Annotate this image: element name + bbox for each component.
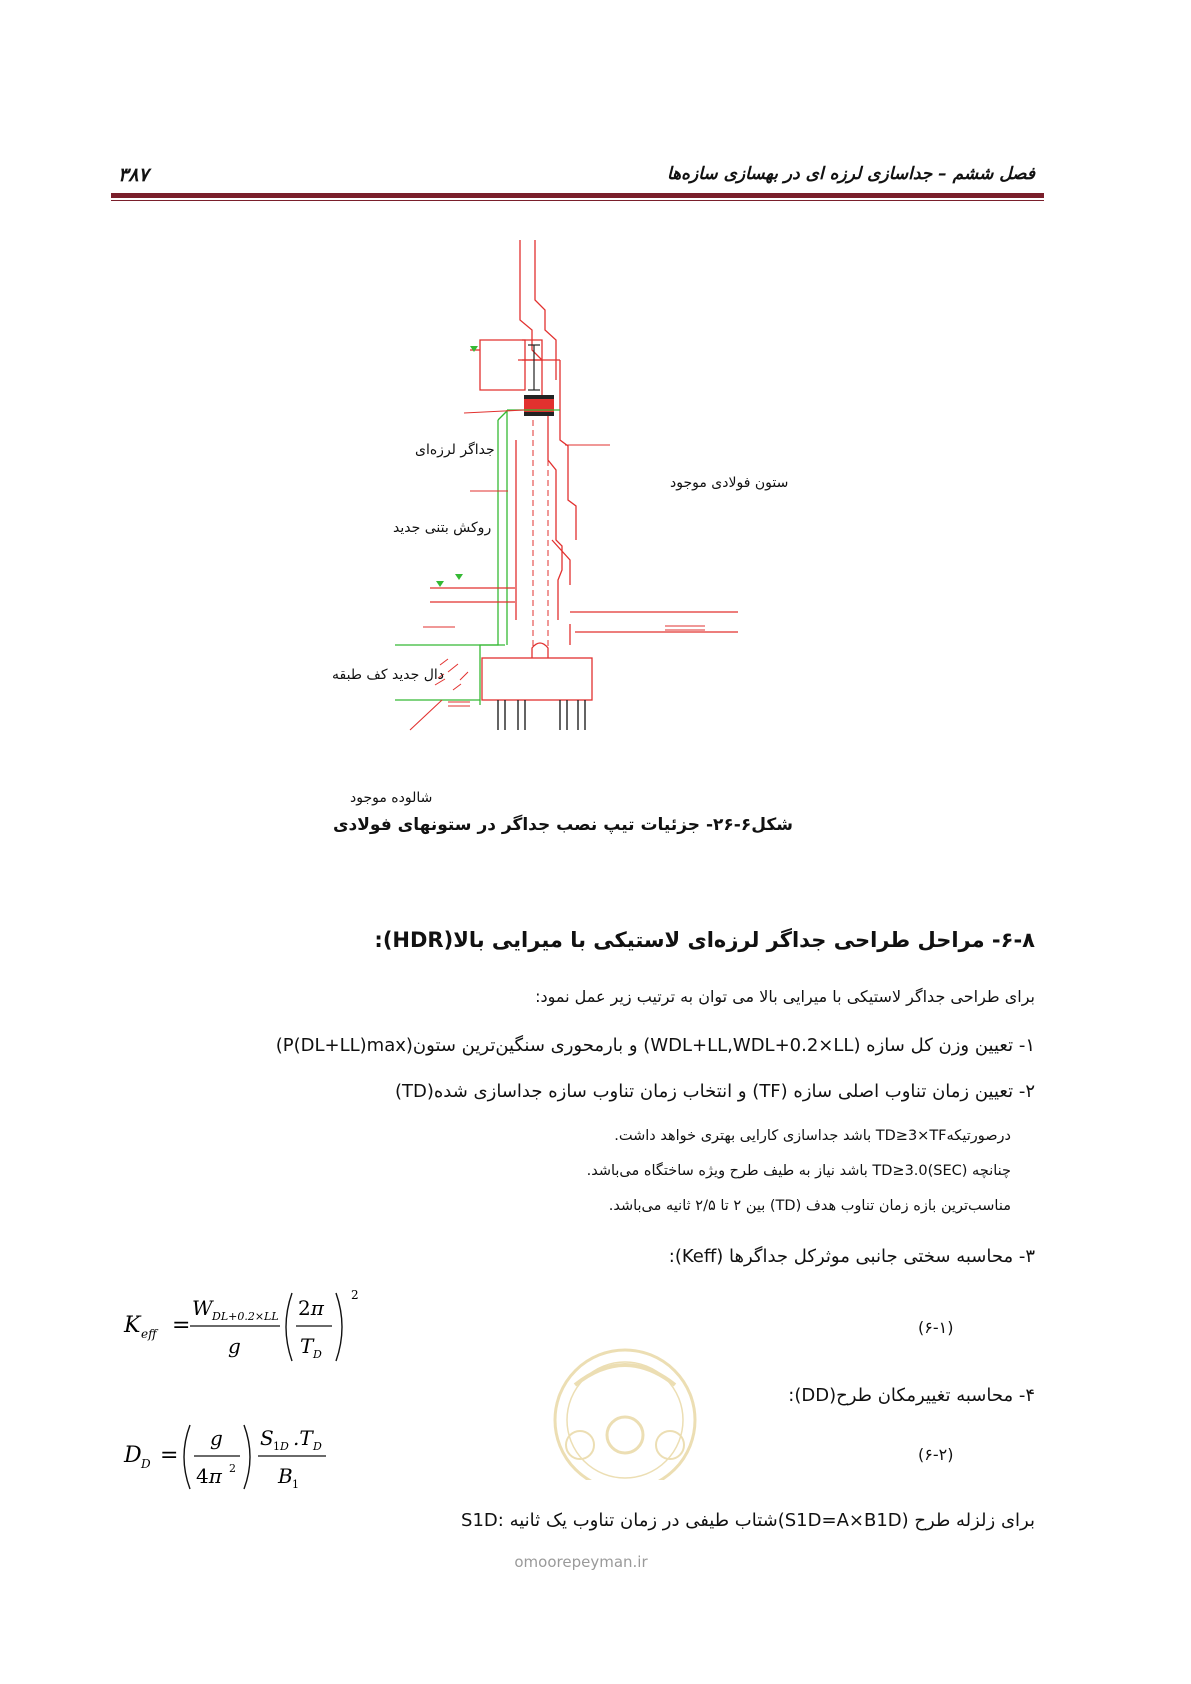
svg-text:1D: 1D <box>273 1440 289 1453</box>
svg-text:DL+0.2×LL: DL+0.2×LL <box>212 1310 279 1323</box>
step-3: ۳- محاسبه سختی جانبی موثرکل جداگرها (Keff): <box>668 1246 1035 1267</box>
intro-paragraph: برای طراحی جداگر لاستیکی با میرایی بالا می توان به ترتیب زیر عمل نمود: <box>535 987 1035 1006</box>
svg-text:D: D <box>124 1443 142 1468</box>
step-2-note-1: درصورتیکهTD≥3×TF باشد جداسازی کارایی بهتری خواهد داشت. <box>614 1128 1011 1144</box>
page-number: ۳۸۷ <box>118 164 149 186</box>
header-rule-thin <box>111 200 1044 201</box>
figure-caption: شکل۶-۲۶- جزئیات تیپ نصب جداگر در ستونهای فولادی <box>332 815 794 835</box>
s1d-definition: S1D: شتاب طیفی در زمان تناوب یک ثانیه(S1D=A×B1D) برای زلزله طرح <box>461 1510 1035 1531</box>
steel-column-outline <box>470 240 576 620</box>
svg-text:g: g <box>228 1334 241 1358</box>
step-2-note-2: چنانچه TD≥3.0(SEC) باشد نیاز به طیف طرح ویژه ساختگاه می‌باشد. <box>586 1163 1011 1179</box>
svg-text:D: D <box>141 1457 151 1471</box>
label-concrete-jacket: روکش بتنی جدید <box>393 520 492 536</box>
svg-text:S: S <box>260 1426 274 1450</box>
watermark-url: omoorepeyman.ir <box>514 1553 648 1571</box>
svg-text:B: B <box>278 1464 293 1488</box>
svg-text:=: = <box>160 1443 179 1468</box>
equation-2-number: (۶-۲) <box>918 1445 954 1464</box>
column-centerlines <box>533 410 548 650</box>
equation-1-number: (۶-۱) <box>918 1318 954 1337</box>
label-new-slab: دال جدید کف طبقه <box>332 667 445 683</box>
step-4: ۴- محاسبه تغییرمکان طرح(DD): <box>788 1385 1035 1406</box>
svg-text:D: D <box>313 1348 322 1361</box>
svg-text:eff: eff <box>141 1327 157 1341</box>
svg-text:2: 2 <box>229 1462 236 1475</box>
svg-text:K: K <box>124 1313 141 1338</box>
publisher-seal-watermark <box>505 1340 745 1480</box>
equation-keff <box>120 1285 370 1375</box>
svg-text:g: g <box>210 1426 223 1450</box>
step-2-note-3: مناسب‌ترین بازه زمان تناوب هدف (TD) بین ۲ تا ۲/۵ ثانیه می‌باشد. <box>608 1198 1011 1214</box>
svg-text:1: 1 <box>292 1478 299 1491</box>
footing <box>482 643 592 700</box>
equation-dd <box>120 1415 360 1505</box>
svg-text:T: T <box>300 1334 314 1358</box>
piles <box>498 700 585 730</box>
svg-text:W: W <box>192 1296 213 1320</box>
label-steel-column: ستون فولادی موجود <box>670 475 789 491</box>
level-marker <box>470 346 478 352</box>
header-rule-thick <box>111 193 1044 198</box>
label-footing: شالوده موجود <box>350 790 433 806</box>
step-2: ۲- تعیین زمان تناوب اصلی سازه (TF) و انتخاب زمان تناوب سازه جداسازی شده(TD) <box>394 1081 1035 1102</box>
svg-text:.T: .T <box>293 1426 313 1450</box>
existing-slab <box>430 588 738 645</box>
label-isolator: جداگر لرزه‌ای <box>415 442 495 458</box>
svg-text:2π: 2π <box>298 1296 324 1320</box>
svg-text:2: 2 <box>351 1288 359 1302</box>
step-1: ۱- تعیین وزن کل سازه (WDL+LL,WDL+0.2×LL) و بارمحوری سنگین‌ترین ستون(P(DL+LL)max) <box>275 1035 1035 1056</box>
svg-text:=: = <box>172 1313 191 1338</box>
svg-text:D: D <box>313 1440 322 1453</box>
svg-text:4π: 4π <box>196 1464 222 1488</box>
chapter-title: فصل ششم – جداسازی لرزه ای در بهسازی سازه‌ها <box>666 164 1035 184</box>
section-heading: ۶-۸- مراحل طراحی جداگر لرزه‌ای لاستیکی با میرایی بالا(HDR): <box>374 928 1035 952</box>
